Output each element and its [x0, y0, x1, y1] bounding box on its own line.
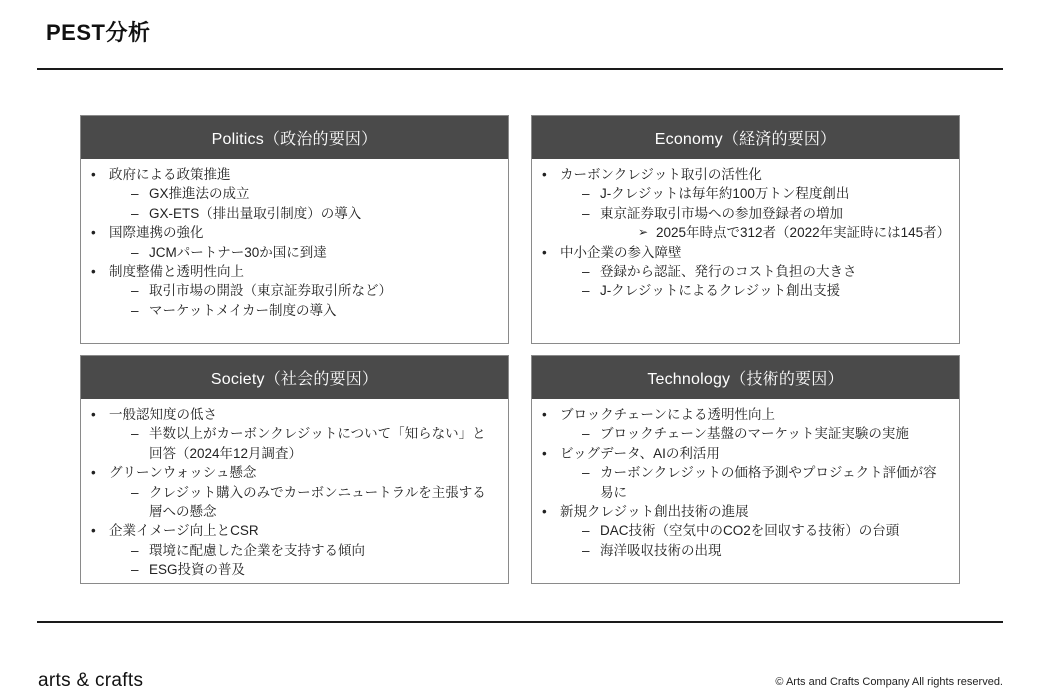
technology-panel: [531, 355, 960, 584]
list-item: – JCMパートナー30か国に到達: [91, 243, 498, 262]
list-item: – GX-ETS（排出量取引制度）の導入: [91, 204, 498, 223]
list-item: • カーボンクレジット取引の活性化: [542, 165, 949, 184]
list-item: • 中小企業の参入障壁: [542, 243, 949, 262]
list-item: • 一般認知度の低さ: [91, 405, 498, 424]
list-item: • グリーンウォッシュ懸念: [91, 463, 498, 482]
list-item: – GX推進法の成立: [91, 184, 498, 203]
list-item: – J-クレジットは毎年約100万トン程度創出: [542, 184, 949, 203]
politics-header: Politics（政治的要因）: [81, 116, 508, 159]
politics-panel: [80, 115, 509, 344]
list-item: – J-クレジットによるクレジット創出支援: [542, 281, 949, 300]
list-item: • 新規クレジット創出技術の進展: [542, 502, 949, 521]
society-list: [91, 405, 498, 580]
list-item: ➢ 2025年時点で312者（2022年実証時には145者）: [542, 223, 949, 242]
list-item: – 取引市場の開設（東京証券取引所など）: [91, 281, 498, 300]
company-logo: arts & crafts: [38, 670, 144, 691]
technology-header: Technology（技術的要因）: [532, 356, 959, 399]
list-item: – ブロックチェーン基盤のマーケット実証実験の実施: [542, 424, 949, 443]
footer-divider: [37, 621, 1003, 623]
list-item: – 東京証券取引市場への参加登録者の増加: [542, 204, 949, 223]
politics-list: [91, 165, 498, 320]
list-item: • ビッグデータ、AIの利活用: [542, 444, 949, 463]
header-divider: [37, 68, 1003, 70]
economy-list: [542, 165, 949, 301]
economy-panel: [531, 115, 960, 344]
society-header: Society（社会的要因）: [81, 356, 508, 399]
technology-list: [542, 405, 949, 560]
list-item: • 企業イメージ向上とCSR: [91, 521, 498, 540]
economy-header: Economy（経済的要因）: [532, 116, 959, 159]
list-item: • 国際連携の強化: [91, 223, 498, 242]
list-item: • ブロックチェーンによる透明性向上: [542, 405, 949, 424]
list-item: – カーボンクレジットの価格予測やプロジェクト評価が容易に: [542, 463, 949, 502]
copyright-text: © Arts and Crafts Company All rights reserved.: [775, 676, 1003, 688]
list-item: – 海洋吸収技術の出現: [542, 541, 949, 560]
list-item: • 制度整備と透明性向上: [91, 262, 498, 281]
list-item: – マーケットメイカー制度の導入: [91, 301, 498, 320]
list-item: – 半数以上がカーボンクレジットについて「知らない」と回答（2024年12月調査）: [91, 424, 498, 463]
list-item: – 登録から認証、発行のコスト負担の大きさ: [542, 262, 949, 281]
list-item: • 政府による政策推進: [91, 165, 498, 184]
list-item: – 環境に配慮した企業を支持する傾向: [91, 541, 498, 560]
society-panel: [80, 355, 509, 584]
list-item: – クレジット購入のみでカーボンニュートラルを主張する層への懸念: [91, 483, 498, 522]
list-item: – DAC技術（空気中のCO2を回収する技術）の台頭: [542, 521, 949, 540]
list-item: – ESG投資の普及: [91, 560, 498, 579]
page-title: PEST分析: [46, 20, 151, 45]
